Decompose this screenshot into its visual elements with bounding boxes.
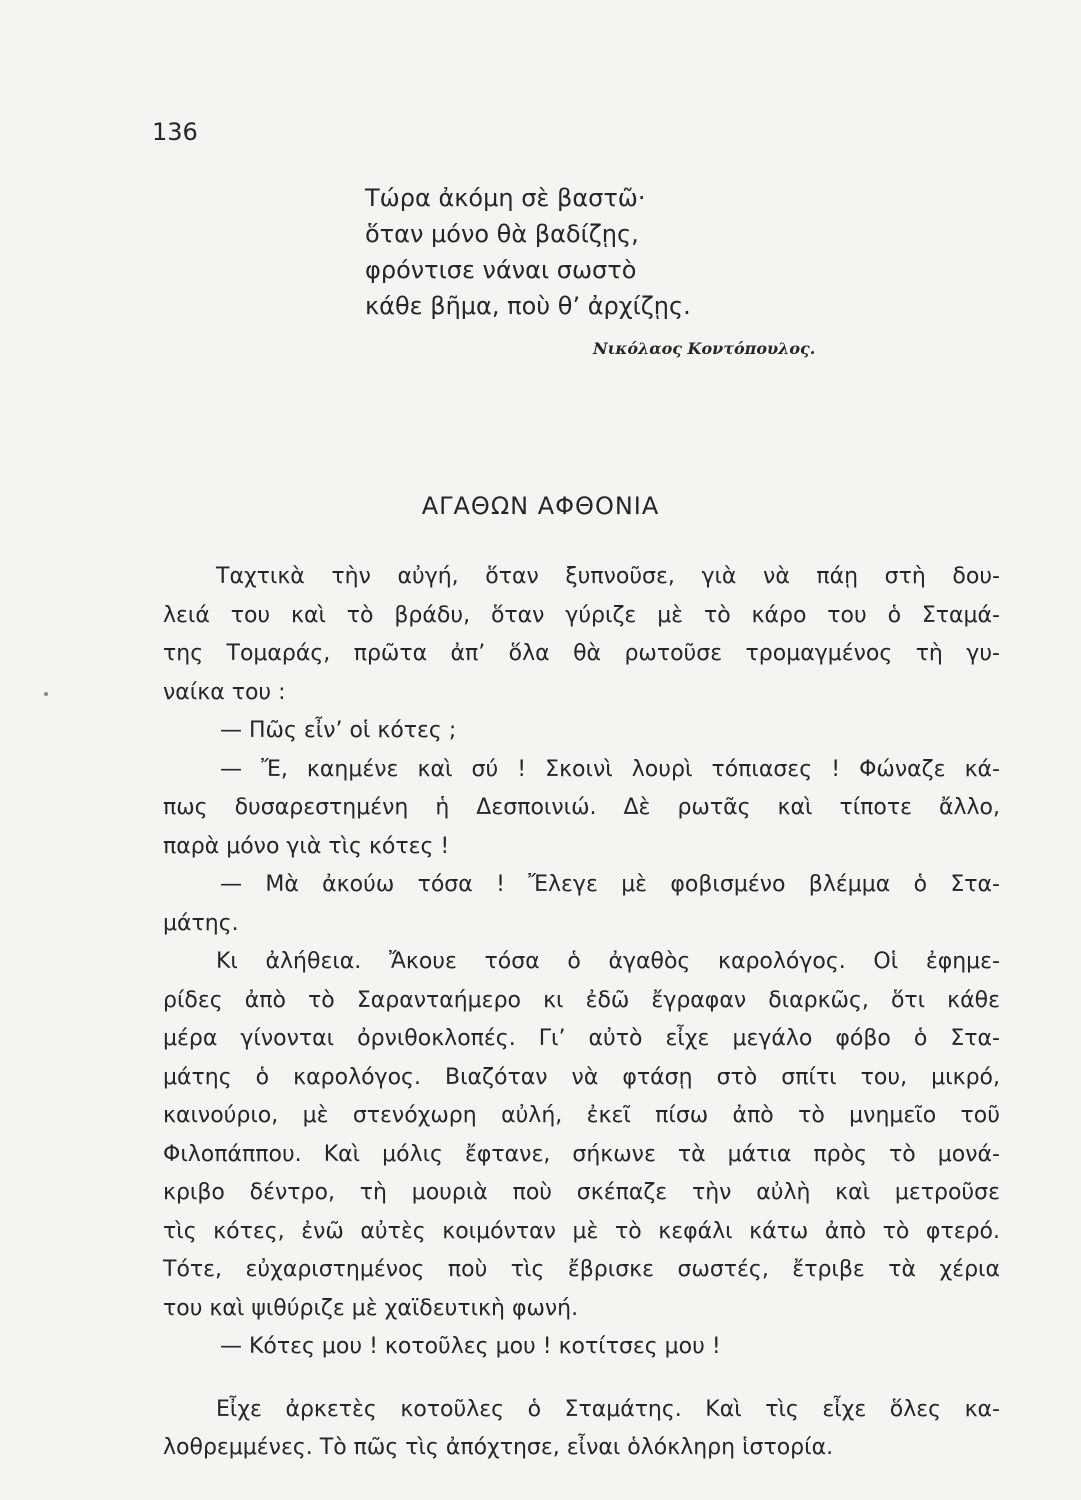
body-line: — Κότες μου ! κοτοῦλες μου ! κοτίτσες μου ! <box>220 1334 721 1359</box>
body-line: πως δυσαρεστημένη ἡ Δεσποινιώ. Δὲ ρωτᾶς καὶ τίποτε ἄλλο, <box>163 795 1000 820</box>
body-line: — Μὰ ἀκούω τόσα ! Ἔλεγε μὲ φοβισμένο βλέμμα ὁ Στα- <box>220 872 1000 897</box>
body-line: Εἶχε ἀρκετὲς κοτοῦλες ὁ Σταμάτης. Καὶ τὶς εἶχε ὅλες κα- <box>216 1396 1000 1422</box>
story-body <box>163 558 1000 1468</box>
section-spacer <box>163 1367 1000 1391</box>
body-line: — Πῶς εἶν’ οἱ κότες ; <box>220 718 457 743</box>
body-line: ρίδες ἀπὸ τὸ Σαρανταήμερο κι ἐδῶ ἔγραφαν διαρκῶς, ὅτι κάθε <box>163 987 1000 1013</box>
body-line: λοθρεμμένες. Τὸ πῶς τὶς ἀπόχτησε, εἶναι ὁλόκληρη ἱστορία. <box>163 1435 834 1460</box>
body-line: ναίκα του : <box>163 679 286 705</box>
body-line: μάτης. <box>163 910 239 936</box>
poem-line: φρόντισε νάναι σωστὸ <box>365 256 637 284</box>
body-line: Φιλοπάππου. Καὶ μόλις ἔφτανε, σήκωνε τὰ μάτια πρὸς τὸ μονά- <box>163 1141 1000 1167</box>
poem-line: Τώρα ἀκόμη σὲ βαστῶ· <box>365 184 646 212</box>
poem-author: Νικόλαος Κοντόπουλος. <box>593 339 816 358</box>
story-title: ΑΓΑΘΩΝ ΑΦΘΟΝΙΑ <box>421 492 660 520</box>
body-line: τὶς κότες, ἐνῶ αὐτὲς κοιμόνταν μὲ τὸ κεφάλι κάτω ἀπὸ τὸ φτερό. <box>163 1218 1000 1244</box>
poem-line: κάθε βῆμα, ποὺ θ’ ἀρχίζῃς. <box>365 292 691 320</box>
body-line: Τότε, εὐχαριστημένος ποὺ τὶς ἔβρισκε σωστές, ἔτριβε τὰ χέρια <box>163 1257 1000 1282</box>
body-line: Ταχτικὰ τὴν αὐγή, ὅταν ξυπνοῦσε, γιὰ νὰ πάῃ στὴ δου- <box>216 564 1000 589</box>
paper-stain <box>44 692 48 696</box>
poem <box>365 180 691 324</box>
body-line: μάτης ὁ καρολόγος. Βιαζόταν νὰ φτάσῃ στὸ σπίτι του, μικρό, <box>163 1064 1000 1090</box>
body-line: μέρα γίνονται ὀρνιθοκλοπές. Γι’ αὐτὸ εἶχε μεγάλο φόβο ὁ Στα- <box>163 1026 1000 1051</box>
body-line: Κι ἀλήθεια. Ἄκουε τόσα ὁ ἀγαθὸς καρολόγος. Οἱ ἐφημε- <box>216 949 1000 974</box>
body-line: λειά του καὶ τὸ βράδυ, ὅταν γύριζε μὲ τὸ κάρο του ὁ Σταμά- <box>163 602 1000 628</box>
body-line: της Τομαράς, πρῶτα ἀπ’ ὅλα θὰ ρωτοῦσε τρομαγμένος τὴ γυ- <box>163 641 1000 666</box>
body-line: του καὶ ψιθύριζε μὲ χαϊδευτικὴ φωνή. <box>163 1295 579 1321</box>
body-line: κριβο δέντρο, τὴ μουριὰ ποὺ σκέπαζε τὴν αὐλὴ καὶ μετροῦσε <box>163 1180 1000 1205</box>
body-line: — Ἔ, καημένε καὶ σύ ! Σκοινὶ λουρὶ τόπιασες ! Φώναζε κά- <box>220 756 1000 782</box>
body-line: καινούριο, μὲ στενόχωρη αὐλή, ἐκεῖ πίσω ἀπὸ τὸ μνημεῖο τοῦ <box>163 1103 1000 1128</box>
body-line: παρὰ μόνο γιὰ τὶς κότες ! <box>163 833 450 859</box>
page-number: 136 <box>152 118 198 146</box>
poem-line: ὅταν μόνο θὰ βαδίζῃς, <box>365 220 639 248</box>
